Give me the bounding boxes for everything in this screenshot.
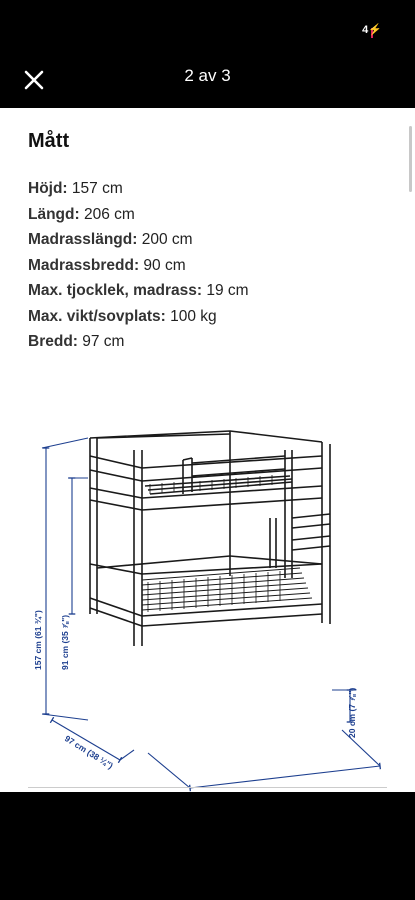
dimension-height-lower: 20 cm (7 ⅞"): [347, 687, 357, 738]
dimensions-sheet[interactable]: [0, 108, 415, 792]
spec-item: Max. tjocklek, madrass: 19 cm: [28, 282, 249, 299]
spec-item: Madrassbredd: 90 cm: [28, 256, 186, 274]
bunk-bed-diagram: [0, 368, 415, 771]
status-bar: [0, 0, 415, 56]
spec-list: [28, 176, 249, 355]
dimension-width: 97 cm (38 ¼"): [62, 733, 115, 771]
spec-item: Höjd: 157 cm: [28, 180, 123, 197]
scrollbar[interactable]: [409, 126, 412, 192]
dimension-height-total: 157 cm (61 ¾"): [33, 610, 43, 670]
page-title: Mått: [28, 130, 70, 152]
bottom-bar: [0, 792, 415, 900]
spec-item: Madrasslängd: 200 cm: [28, 231, 193, 248]
spec-item: Längd: 206 cm: [28, 205, 135, 223]
image-counter: 2 av 3: [184, 66, 231, 85]
dimension-height-upper: 91 cm (35 ⅞"): [60, 614, 70, 670]
spec-item: Bredd: 97 cm: [28, 333, 125, 350]
battery-status: 4⚡: [362, 24, 382, 36]
top-bar: [0, 56, 415, 108]
spec-item: Max. vikt/sovplats: 100 kg: [28, 307, 217, 325]
divider: [28, 787, 387, 788]
